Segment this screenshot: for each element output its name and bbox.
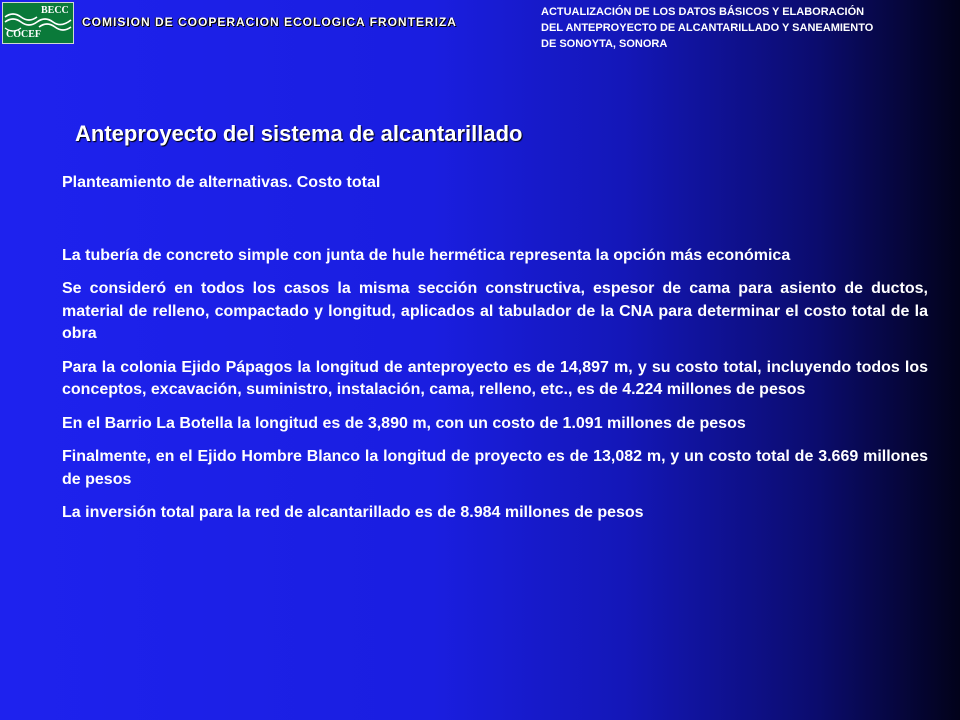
organization-name: COMISION DE COOPERACION ECOLOGICA FRONTERIZA: [82, 15, 457, 29]
paragraph-barrio-la-botella: En el Barrio La Botella la longitud es de 3,890 m, con un costo de 1.091 millones de pesos: [62, 414, 746, 432]
paragraph-construction-section: Se consideró en todos los casos la misma sección constructiva, espesor de cama para asiento de ductos, material de relleno, compactado y longitud, aplicados al tabulador de la CNA para determinar el costo total de la obra: [62, 280, 928, 342]
slide-title: Anteproyecto del sistema de alcantarillado: [75, 121, 523, 146]
slide-content: [62, 172, 928, 536]
project-title-line: DE SONOYTA, SONORA: [541, 38, 668, 50]
logo-label-becc: BECC: [41, 5, 69, 16]
project-title-block: [541, 4, 951, 52]
paragraph-economic-option: La tubería de concreto simple con junta de hule hermética representa la opción más económica: [62, 246, 791, 264]
slide-subtitle: Planteamiento de alternativas. Costo total: [62, 174, 381, 191]
paragraph-total-investment: La inversión total para la red de alcantarillado es de 8.984 millones de pesos: [62, 504, 644, 521]
becc-cocef-logo: [2, 2, 74, 44]
paragraph-ejido-papagos: Para la colonia Ejido Pápagos la longitud de anteproyecto es de 14,897 m, y su costo total, incluyendo todos los conceptos, excavación, suministro, instalación, cama, relleno, etc., es de 4.224 millones de pesos: [62, 358, 928, 398]
paragraph-ejido-hombre-blanco: Finalmente, en el Ejido Hombre Blanco la longitud de proyecto es de 13,082 m, y un costo total de 3.669 millones de pesos: [62, 448, 928, 488]
logo-label-cocef: COCEF: [6, 29, 41, 40]
project-title-line: DEL ANTEPROYECTO DE ALCANTARILLADO Y SANEAMIENTO: [541, 22, 874, 34]
project-title-line: ACTUALIZACIÓN DE LOS DATOS BÁSICOS Y ELABORACIÓN: [541, 6, 865, 18]
